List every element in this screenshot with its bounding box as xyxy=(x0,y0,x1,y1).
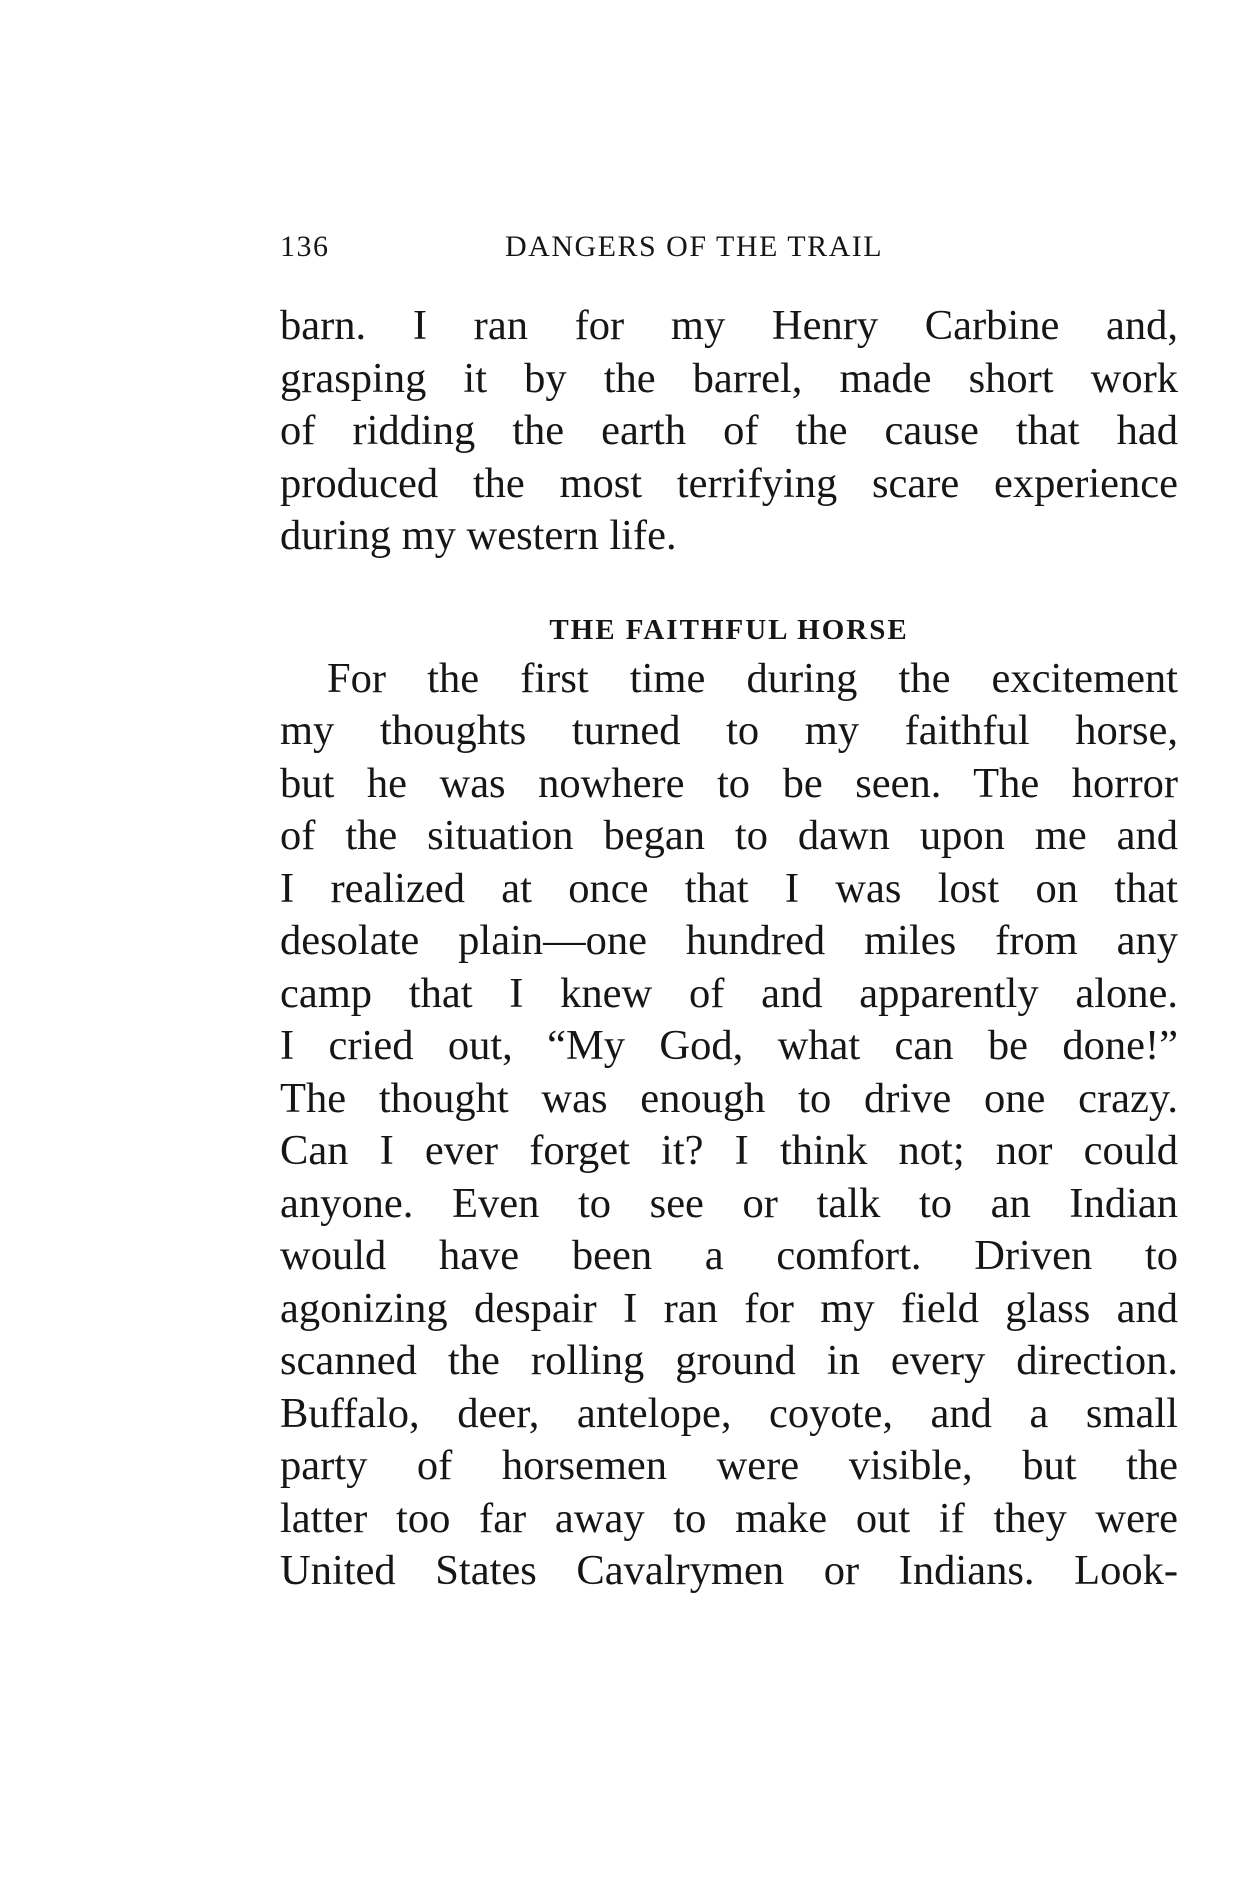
text-line: anyone. Even to see or talk to an Indian xyxy=(280,1179,1178,1227)
text-line: I cried out, “My God, what can be done!” xyxy=(280,1022,1178,1069)
text-line: United States Cavalrymen or Indians. Look- xyxy=(280,1547,1178,1594)
running-head xyxy=(280,230,1180,270)
text-line: my thoughts turned to my faithful horse, xyxy=(280,707,1178,754)
section-heading: THE FAITHFUL HORSE xyxy=(549,613,909,646)
paragraph xyxy=(280,653,1178,1598)
text-line: Buffalo, deer, antelope, coyote, and a small xyxy=(280,1389,1178,1437)
paragraph xyxy=(280,300,1178,563)
text-line: I realized at once that I was lost on that xyxy=(280,864,1178,912)
text-line: grasping it by the barrel, made short work xyxy=(280,354,1178,402)
book-title: DANGERS OF THE TRAIL xyxy=(505,230,884,263)
text-line: barn. I ran for my Henry Carbine and, xyxy=(280,302,1178,349)
page-number: 136 xyxy=(280,230,330,263)
text-line: of ridding the earth of the cause that had xyxy=(280,407,1178,454)
text-line: produced the most terrifying scare experience xyxy=(280,459,1178,507)
text-line: would have been a comfort. Driven to xyxy=(280,1232,1178,1279)
text-line: The thought was enough to drive one crazy. xyxy=(280,1074,1178,1122)
text-line: during my western life. xyxy=(280,512,677,559)
text-line: party of horsemen were visible, but the xyxy=(280,1442,1178,1489)
text-line: but he was nowhere to be seen. The horror xyxy=(280,759,1178,807)
text-line: For the first time during the excitement xyxy=(327,654,1178,702)
body-text xyxy=(280,300,1178,1598)
text-line: desolate plain—one hundred miles from any xyxy=(280,917,1178,964)
text-line: camp that I knew of and apparently alone. xyxy=(280,969,1178,1017)
text-line: of the situation began to dawn upon me and xyxy=(280,812,1178,859)
text-line: scanned the rolling ground in every direction. xyxy=(280,1337,1178,1384)
text-line: latter too far away to make out if they were xyxy=(280,1494,1178,1542)
text-line: agonizing despair I ran for my field glass and xyxy=(280,1284,1178,1332)
text-line: Can I ever forget it? I think not; nor could xyxy=(280,1127,1178,1174)
